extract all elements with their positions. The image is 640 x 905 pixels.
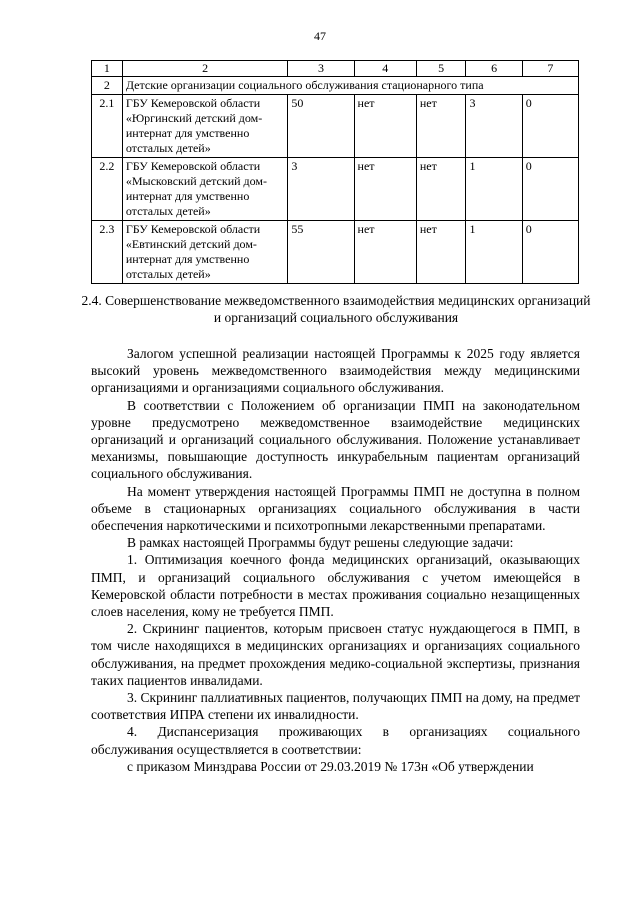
cell-col5: нет xyxy=(416,158,466,221)
header-cell: 5 xyxy=(416,61,466,77)
cell-col3: 3 xyxy=(288,158,354,221)
page-number: 47 xyxy=(314,29,326,43)
group-title: Детские организации социального обслуживания стационарного типа xyxy=(122,77,578,95)
paragraph: 4. Диспансеризация проживающих в организациях социального обслуживания осуществляется в соответствии: xyxy=(91,724,580,757)
paragraph: На момент утверждения настоящей Программы ПМП не доступна в полном объеме в стационарных организациях социального обслуживания в части обеспечения наркотическими и психотропными лекарственными препаратами. xyxy=(91,483,580,534)
cell-col7: 0 xyxy=(522,95,578,158)
table-header-row xyxy=(92,61,579,77)
row-number: 2.1 xyxy=(92,95,123,158)
row-number: 2.3 xyxy=(92,221,123,284)
header-cell: 3 xyxy=(288,61,354,77)
row-number: 2.2 xyxy=(92,158,123,221)
paragraph: В соответствии с Положением об организации ПМП на законодательном уровне предусмотрено межведомственное взаимодействие медицинских организаций и организаций социального обслуживания. Положение устанавливает механизмы, повышающие доступность инкурабельным пациентам организаций социального обслуживания. xyxy=(91,397,580,482)
organization-name: ГБУ Кемеровской области «Мысковский детский дом-интернат для умственно отсталых детей» xyxy=(122,158,288,221)
paragraph: 1. Оптимизация коечного фонда медицинских организаций, оказывающих ПМП, и организаций социального обслуживания с учетом имеющейся в Кемеровской области потребности в местах проживания социально незащищенных слоев населения, кому не требуется ПМП. xyxy=(91,552,580,620)
paragraph: Залогом успешной реализации настоящей Программы к 2025 году является высокий уровень межведомственного взаимодействия между медицинскими организациями и организациями социального обслуживания. xyxy=(91,346,580,396)
cell-col7: 0 xyxy=(522,158,578,221)
table-row xyxy=(92,95,579,158)
cell-col7: 0 xyxy=(522,221,578,284)
cell-col6: 1 xyxy=(466,221,522,284)
group-number: 2 xyxy=(92,77,123,95)
header-cell: 6 xyxy=(466,61,522,77)
header-cell: 2 xyxy=(122,61,288,77)
cell-col4: нет xyxy=(354,158,416,221)
paragraph: 3. Скрининг паллиативных пациентов, получающих ПМП на дому, на предмет соответствия ИПРА степени их инвалидности. xyxy=(91,690,580,723)
cell-col6: 3 xyxy=(466,95,522,158)
cell-col3: 55 xyxy=(288,221,354,284)
organization-name: ГБУ Кемеровской области «Юргинский детский дом-интернат для умственно отсталых детей» xyxy=(122,95,288,158)
cell-col6: 1 xyxy=(466,158,522,221)
cell-col5: нет xyxy=(416,221,466,284)
cell-col5: нет xyxy=(416,95,466,158)
paragraph: с приказом Минздрава России от 29.03.2019 № 173н «Об утверждении xyxy=(127,758,534,774)
header-cell: 1 xyxy=(92,61,123,77)
paragraph: 2. Скрининг пациентов, которым присвоен статус нуждающегося в ПМП, в том числе находящихся в медицинских организациях и организациях социального обслуживания, на предмет прохождения медико-социальной экспертизы, признания таких пациентов инвалидами. xyxy=(91,621,580,688)
header-cell: 7 xyxy=(522,61,578,77)
table-row xyxy=(92,158,579,221)
paragraph: В рамках настоящей Программы будут решены следующие задачи: xyxy=(127,535,514,551)
body-text xyxy=(91,345,580,775)
section-heading: 2.4. Совершенствование межведомственного взаимодействия медицинских организаций и организаций социального обслуживания xyxy=(81,293,591,325)
organization-name: ГБУ Кемеровской области «Евтинский детский дом-интернат для умственно отсталых детей» xyxy=(122,221,288,284)
table-row xyxy=(92,221,579,284)
table-group-row xyxy=(92,77,579,95)
cell-col4: нет xyxy=(354,221,416,284)
header-cell: 4 xyxy=(354,61,416,77)
cell-col4: нет xyxy=(354,95,416,158)
cell-col3: 50 xyxy=(288,95,354,158)
facilities-table xyxy=(91,60,579,284)
